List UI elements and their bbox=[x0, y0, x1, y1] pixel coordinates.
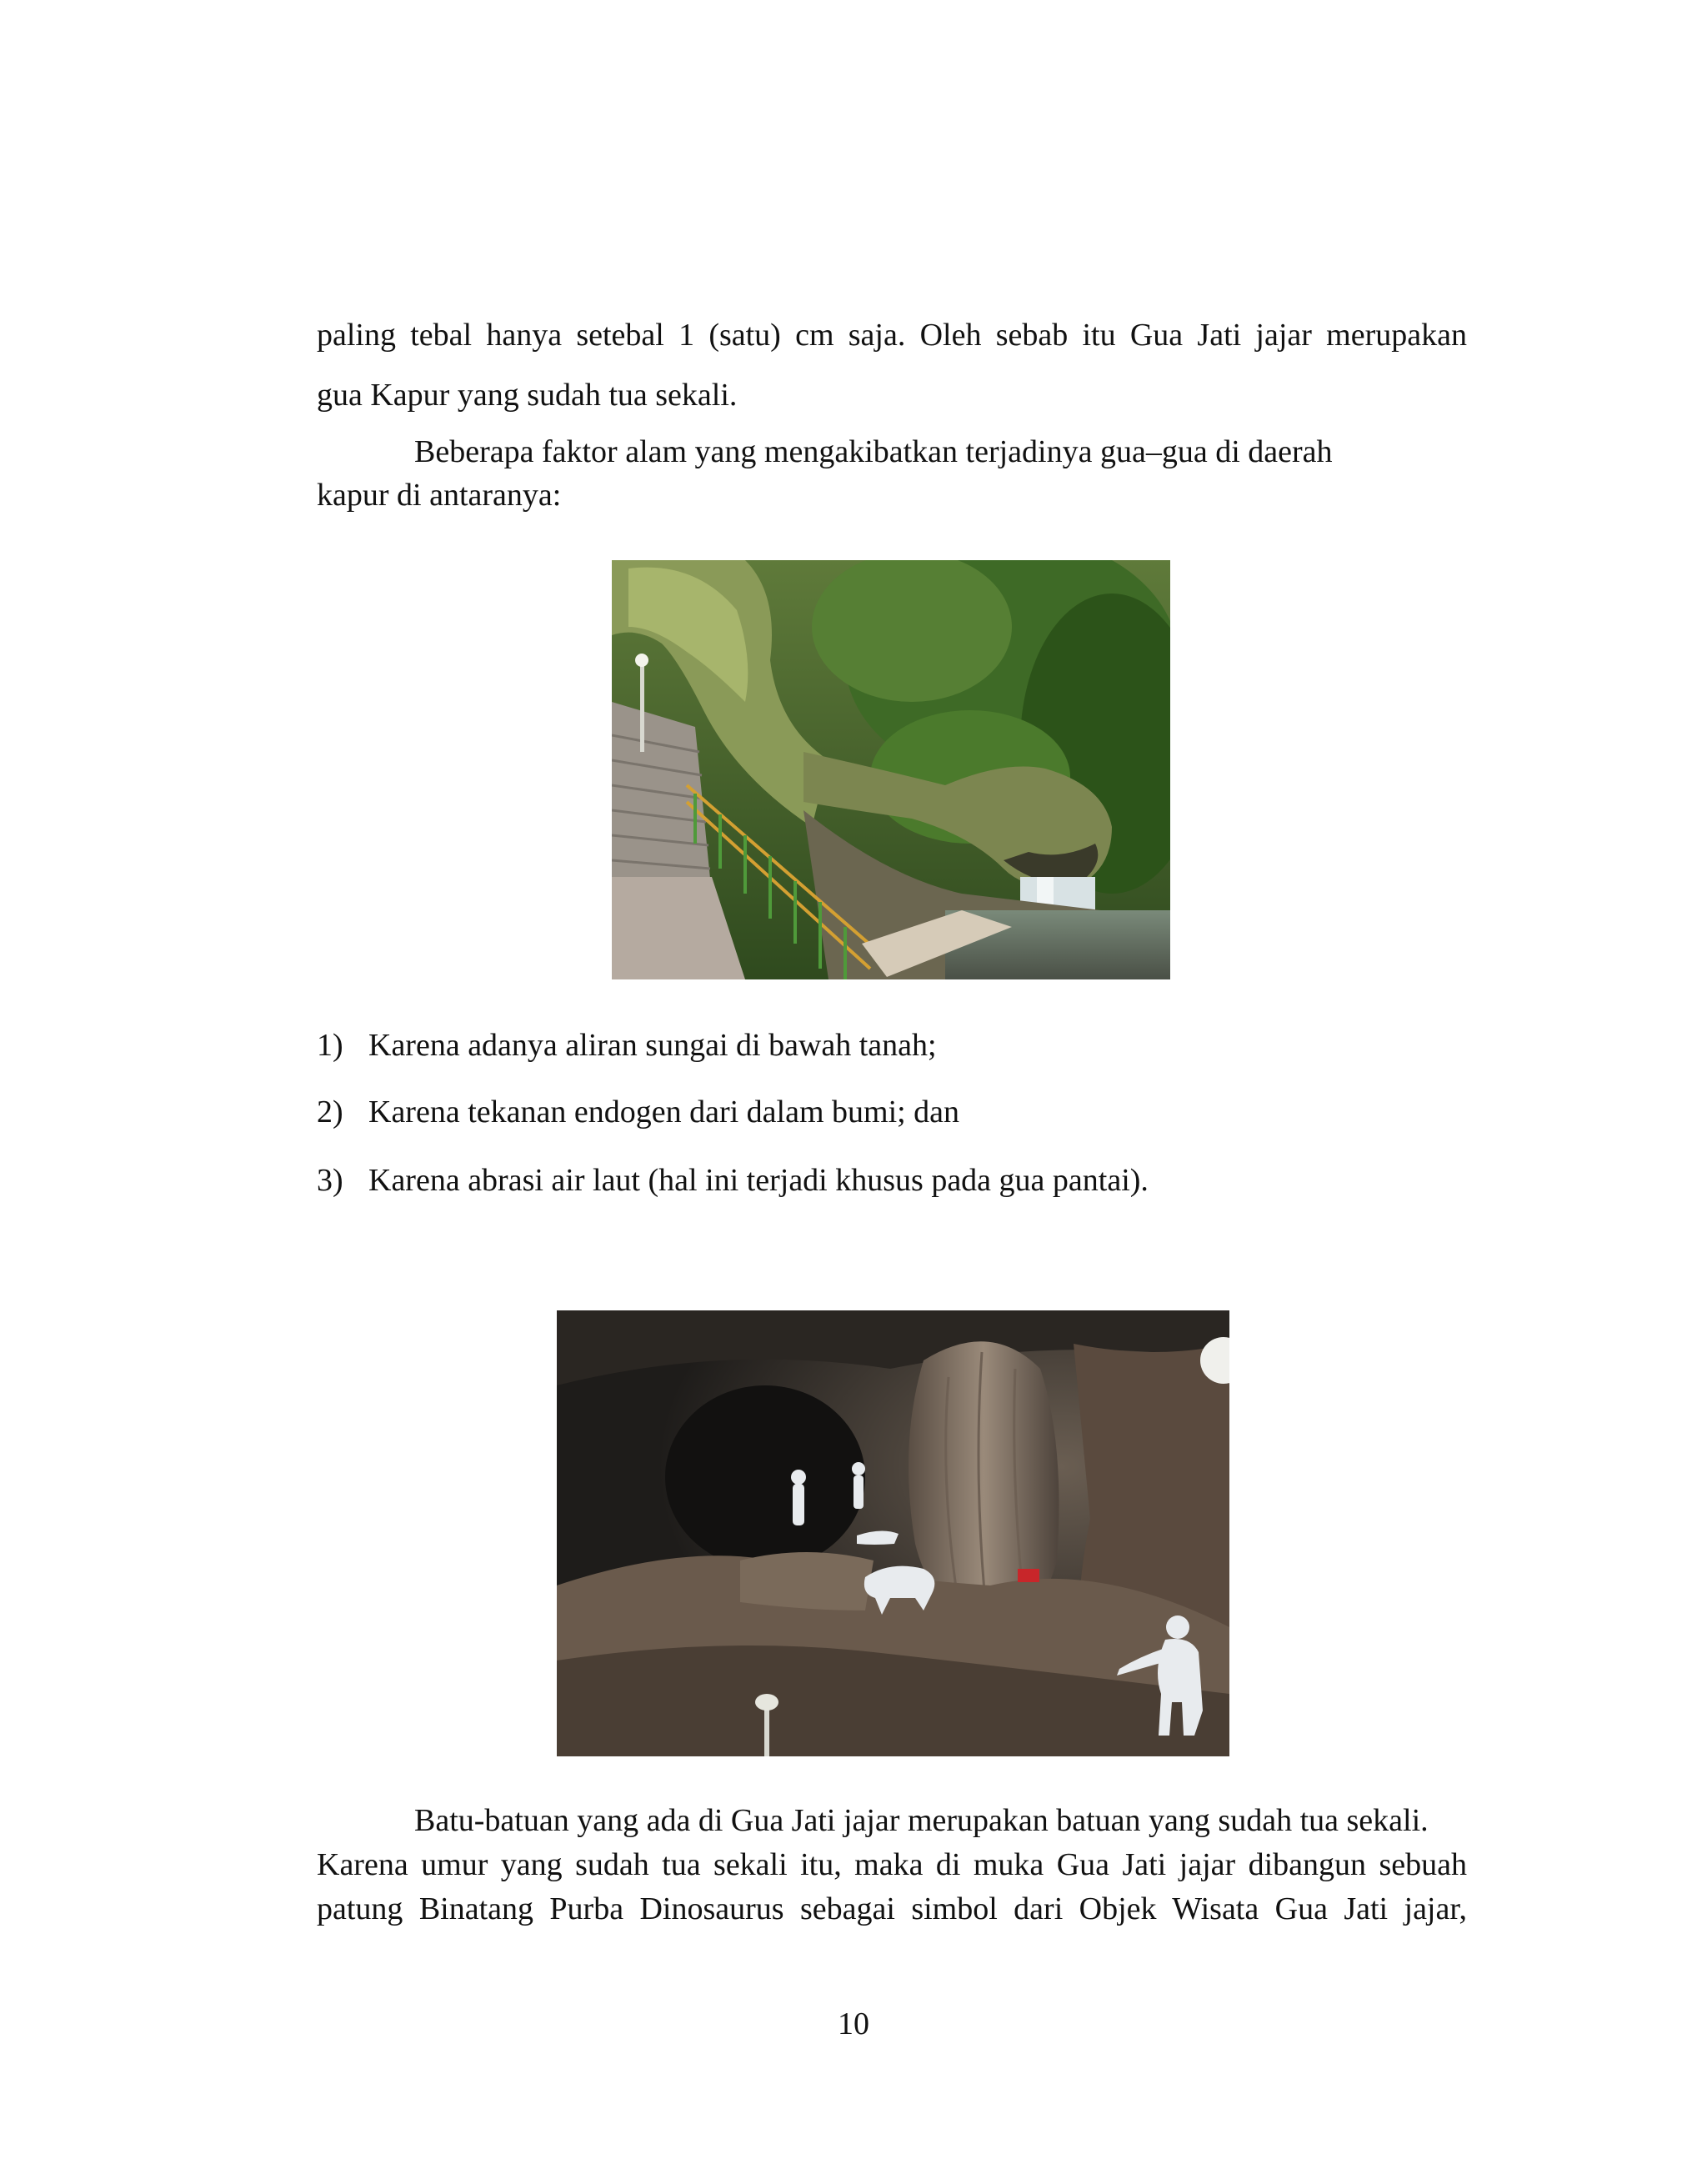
factor-text: Karena tekanan endogen dari dalam bumi; dan bbox=[368, 1095, 960, 1130]
paragraph-3-line-1: Batu-batuan yang ada di Gua Jati jajar merupakan batuan yang sudah tua sekali. bbox=[414, 1803, 1429, 1838]
factor-item-2 bbox=[317, 1092, 959, 1132]
factor-text: Karena adanya aliran sungai di bawah tanah; bbox=[368, 1028, 937, 1063]
paragraph-3-line-2: Karena umur yang sudah tua sekali itu, maka di muka Gua Jati jajar dibangun sebuah bbox=[317, 1847, 1467, 1882]
paragraph-3-line-3: patung Binatang Purba Dinosaurus sebagai simbol dari Objek Wisata Gua Jati jajar, bbox=[317, 1891, 1467, 1926]
paragraph-2-line-2: kapur di antaranya: bbox=[317, 478, 562, 513]
page-number: 10 bbox=[838, 2006, 869, 2041]
cave-interior-photo bbox=[557, 1310, 1229, 1756]
paragraph-1-line-1: paling tebal hanya setebal 1 (satu) cm saja. Oleh sebab itu Gua Jati jajar merupakan bbox=[317, 318, 1467, 353]
paragraph-1-line-2: gua Kapur yang sudah tua sekali. bbox=[317, 378, 738, 413]
factor-number: 3) bbox=[317, 1163, 343, 1198]
factor-item-1 bbox=[317, 1025, 937, 1065]
paragraph-2-line-1: Beberapa faktor alam yang mengakibatkan terjadinya gua–gua di daerah bbox=[414, 434, 1333, 469]
factor-number: 1) bbox=[317, 1028, 343, 1063]
dinosaur-statue-photo bbox=[612, 560, 1170, 979]
factor-number: 2) bbox=[317, 1095, 343, 1130]
factor-text: Karena abrasi air laut (hal ini terjadi khusus pada gua pantai). bbox=[368, 1163, 1149, 1198]
factor-item-3 bbox=[317, 1160, 1149, 1200]
